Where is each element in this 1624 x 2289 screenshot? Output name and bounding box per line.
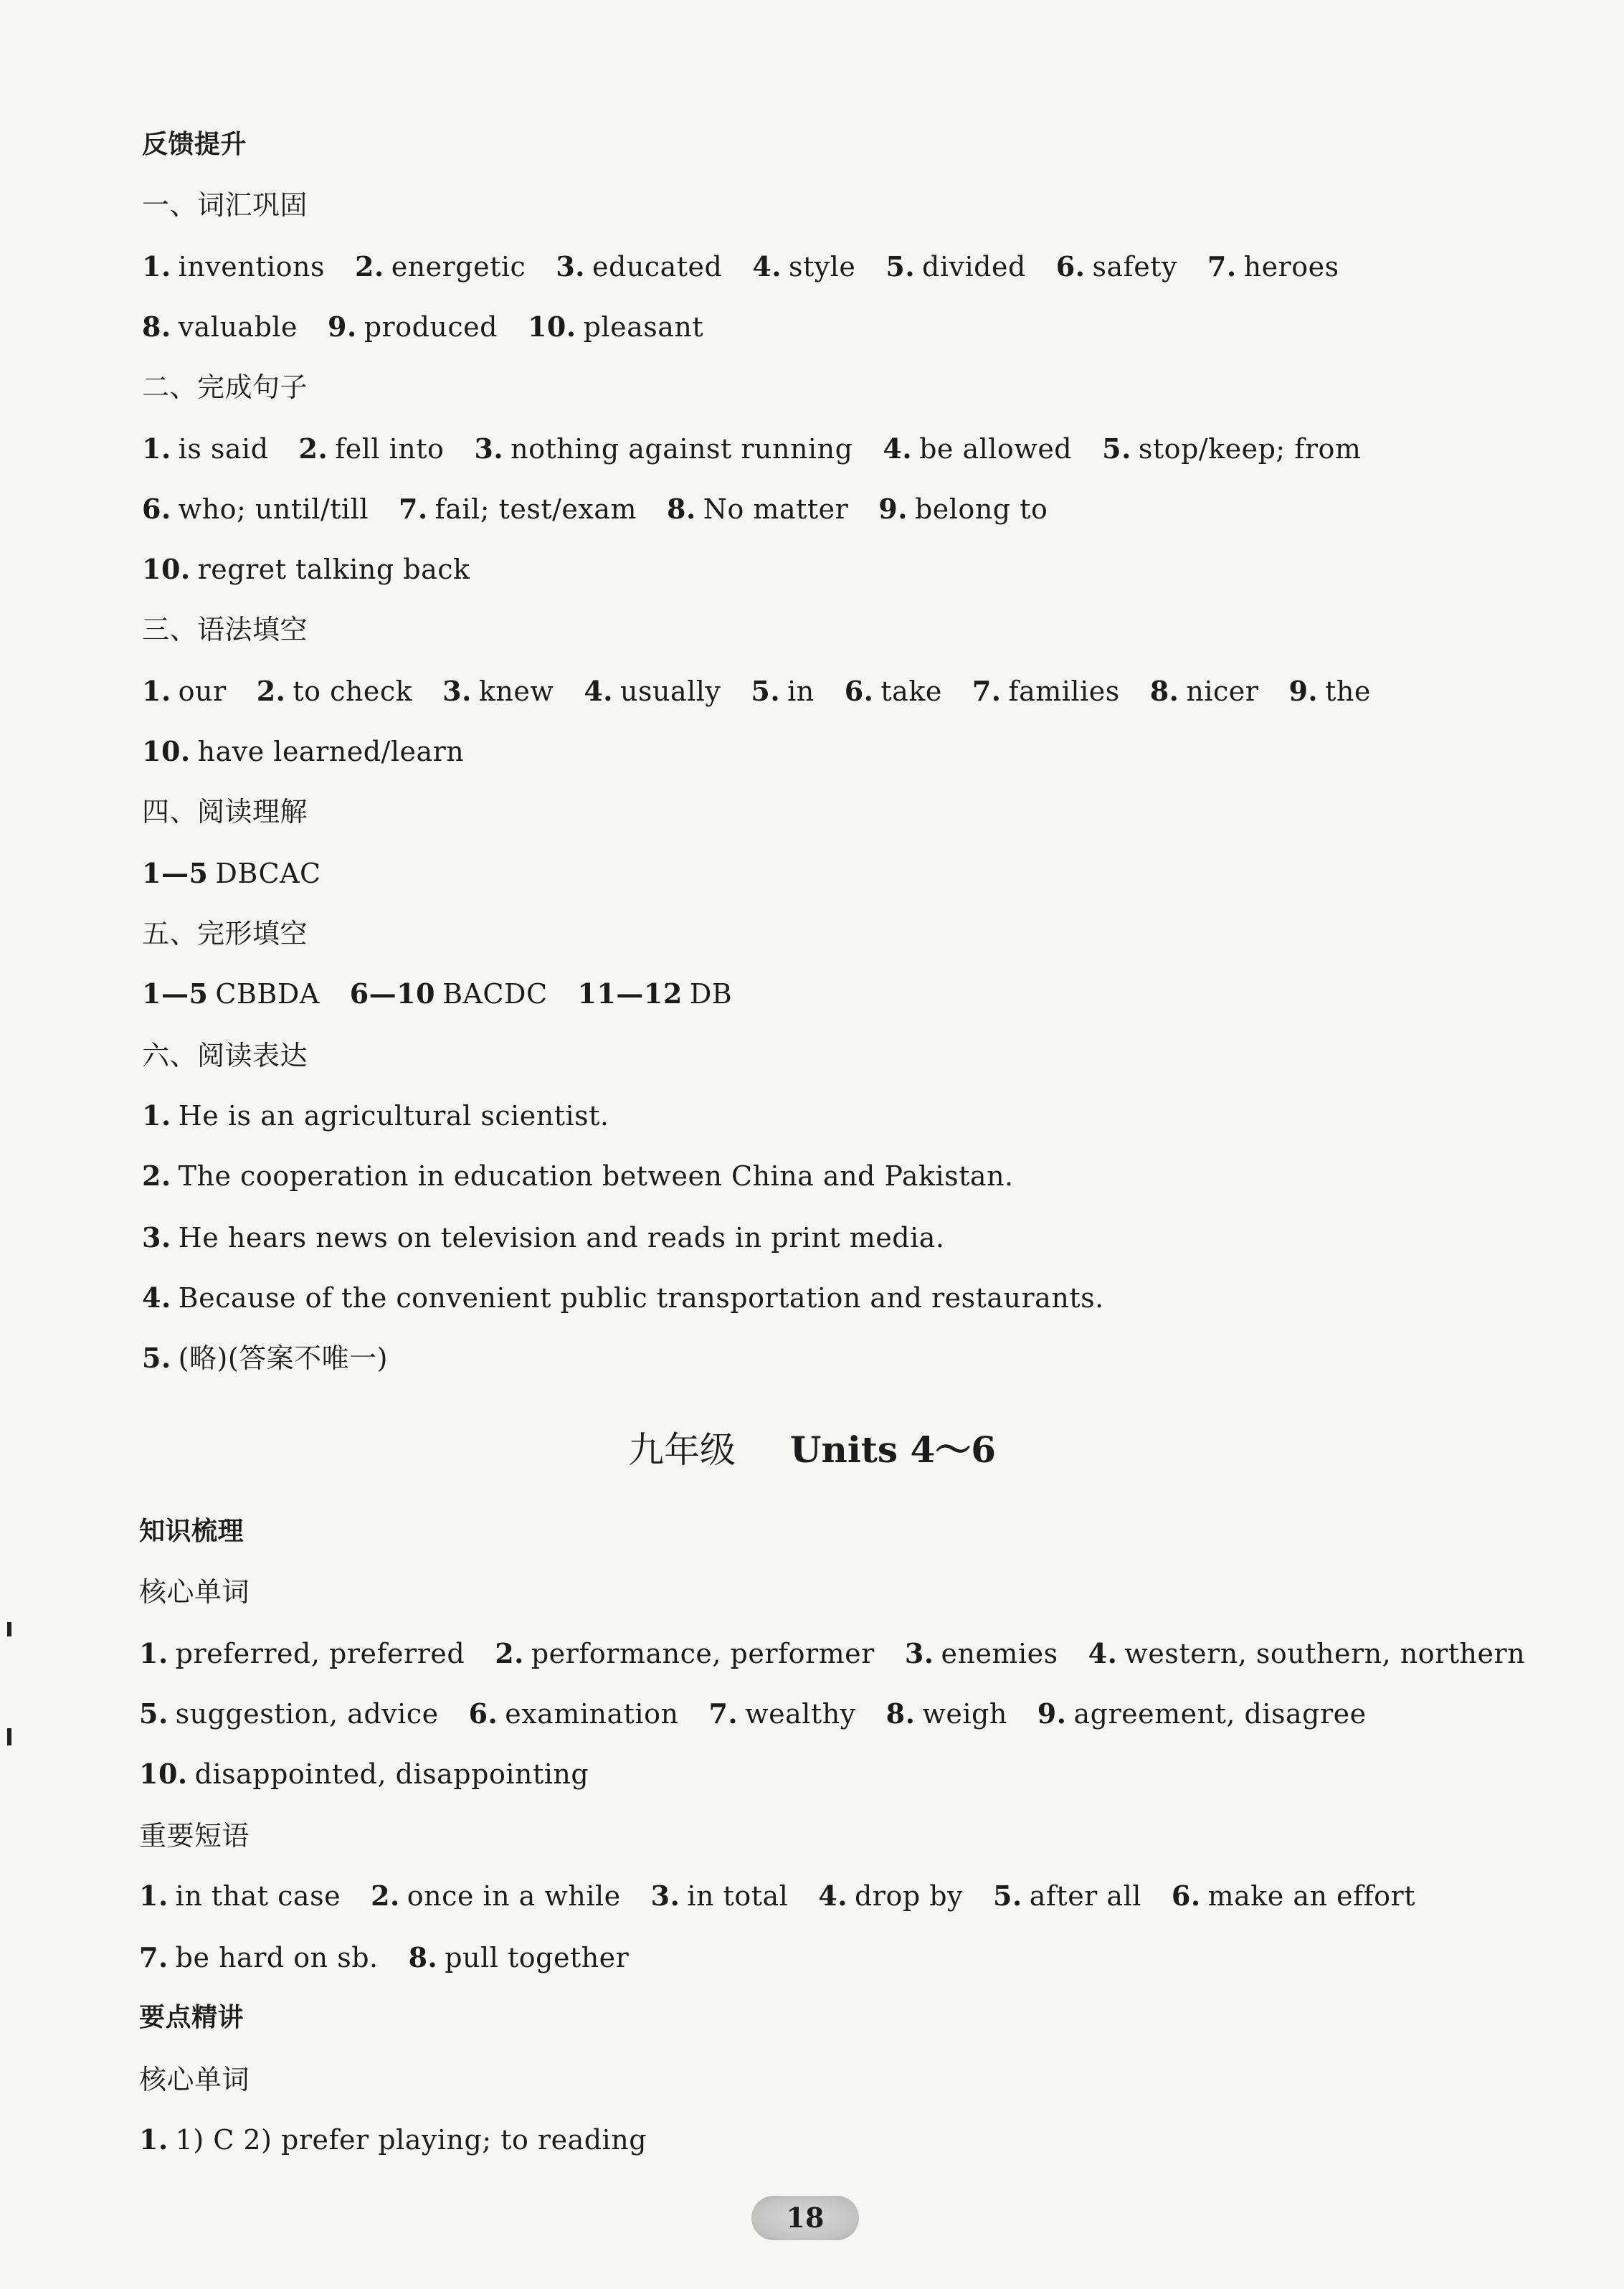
section-heading: 核心单词 — [139, 1576, 250, 1608]
answer-item — [139, 1697, 439, 1731]
answer-text: to check — [293, 676, 413, 707]
answer-text: take — [880, 676, 942, 707]
answer-line — [139, 1757, 589, 1791]
answer-number: 8. — [667, 493, 696, 525]
answer-number: 5. — [885, 250, 916, 283]
answer-number: 1. — [142, 250, 171, 283]
answer-text: families — [1008, 676, 1120, 707]
answer-line — [142, 1281, 1104, 1315]
answer-item — [495, 1636, 875, 1671]
answer-item — [905, 1636, 1058, 1671]
answer-text: DB — [689, 978, 733, 1010]
answer-item — [409, 1940, 630, 1975]
answer-number: 2. — [355, 250, 384, 283]
answer-item — [878, 492, 1048, 526]
answer-item — [139, 1636, 465, 1671]
answer-text: weigh — [922, 1698, 1007, 1730]
answer-text: examination — [505, 1698, 679, 1730]
answer-line — [142, 674, 1371, 708]
answer-line — [142, 492, 1048, 526]
answer-item — [1102, 432, 1361, 466]
scan-mark — [7, 1728, 11, 1745]
answer-item — [708, 1697, 855, 1731]
answer-text: be hard on sb. — [175, 1942, 379, 1973]
answer-item — [399, 492, 637, 526]
answer-number: 7. — [1207, 250, 1237, 283]
answer-number: 1. — [142, 675, 171, 707]
answer-text: The cooperation in education between China and Pakistan. — [178, 1160, 1014, 1192]
answer-number: 7. — [399, 493, 428, 525]
answer-item — [528, 310, 703, 344]
answer-text: safety — [1092, 251, 1177, 283]
block-heading: 反馈提升 — [142, 130, 247, 159]
answer-item — [1207, 250, 1339, 284]
answer-line — [139, 2123, 647, 2157]
answer-number: 9. — [328, 311, 357, 343]
answer-number: 10. — [139, 1758, 188, 1790]
answer-number: 3. — [442, 675, 472, 707]
answer-text: stop/keep; from — [1138, 433, 1362, 465]
answer-number: 10. — [142, 735, 191, 767]
answer-number: 6. — [844, 675, 874, 707]
answer-text: in total — [687, 1880, 789, 1912]
answer-item — [350, 977, 548, 1011]
unit-title — [0, 1428, 1624, 1472]
answer-item — [139, 1940, 379, 1975]
answer-item — [142, 310, 298, 344]
answer-number: 3. — [556, 250, 585, 283]
answer-item — [442, 674, 554, 708]
answer-number: 9. — [1288, 675, 1319, 707]
answer-item — [883, 432, 1072, 466]
answer-number: 1. — [139, 1637, 168, 1669]
answer-item — [139, 2123, 647, 2157]
section-heading: 三、语法填空 — [142, 614, 308, 645]
answer-number: 5. — [142, 1342, 171, 1374]
answer-text: energetic — [391, 251, 526, 283]
answer-item — [142, 1341, 388, 1375]
answer-item — [142, 1099, 609, 1133]
answer-text: enemies — [941, 1638, 1058, 1669]
answer-item — [142, 1221, 945, 1255]
answer-text: be allowed — [919, 433, 1073, 465]
unit-title-grade: 九年级 — [627, 1429, 736, 1471]
answer-text: fail; test/exam — [435, 493, 637, 525]
answer-text: (略)(答案不唯一) — [178, 1342, 388, 1374]
answer-number: 4. — [1088, 1637, 1118, 1669]
answer-number: 7. — [139, 1941, 168, 1973]
answer-text: He hears news on television and reads in print media. — [178, 1222, 945, 1254]
answer-item — [751, 674, 814, 708]
answer-item — [993, 1879, 1141, 1913]
answer-number: 2. — [142, 1160, 171, 1192]
answer-line — [142, 734, 464, 769]
answer-text: is said — [178, 433, 269, 465]
answer-item — [885, 250, 1025, 284]
answer-text: suggestion, advice — [175, 1698, 439, 1730]
answer-text: disappointed, disappointing — [194, 1758, 589, 1790]
answer-number: 6—10 — [349, 977, 436, 1010]
answer-text: CBBDA — [215, 978, 320, 1010]
section-heading: 二、完成句子 — [142, 371, 308, 403]
answer-line — [142, 432, 1361, 466]
answer-item — [752, 250, 855, 284]
answer-number: 2. — [495, 1637, 524, 1669]
answer-text: our — [178, 676, 227, 707]
answer-number: 1—5 — [142, 857, 209, 889]
answer-number: 3. — [904, 1637, 934, 1669]
answer-item — [1150, 674, 1259, 708]
block-heading: 要点精讲 — [139, 2003, 244, 2032]
answer-line — [142, 1221, 945, 1255]
answer-text: heroes — [1243, 251, 1339, 283]
answer-number: 10. — [142, 553, 191, 585]
answer-number: 8. — [142, 311, 171, 343]
answer-text: Because of the convenient public transportation and restaurants. — [178, 1282, 1104, 1314]
answer-number: 10. — [527, 311, 576, 343]
answer-item — [142, 492, 369, 526]
answer-text: after all — [1029, 1880, 1141, 1912]
answer-number: 4. — [883, 432, 913, 465]
answer-item — [469, 1697, 679, 1731]
section-heading: 六、阅读表达 — [142, 1040, 308, 1071]
answer-item — [972, 674, 1120, 708]
answer-text: style — [788, 251, 856, 283]
answer-text: regret talking back — [197, 554, 470, 585]
answer-text: western, southern, northern — [1124, 1638, 1526, 1669]
answer-item — [139, 1879, 341, 1913]
answer-item — [257, 674, 412, 708]
answer-number: 2. — [298, 432, 328, 465]
answer-number: 11—12 — [577, 977, 683, 1010]
answer-text: pleasant — [583, 311, 704, 343]
answer-number: 1. — [142, 1099, 171, 1132]
answer-text: BACDC — [442, 978, 548, 1010]
answer-item — [142, 250, 325, 284]
answer-item — [556, 250, 722, 284]
answer-text: usually — [620, 676, 721, 707]
answer-number: 6. — [468, 1697, 498, 1730]
answer-text: He is an agricultural scientist. — [178, 1100, 609, 1132]
answer-item — [299, 432, 445, 466]
answer-text: in — [787, 676, 815, 707]
answer-item — [1172, 1879, 1415, 1913]
answer-text: inventions — [178, 251, 326, 283]
answer-number: 9. — [1037, 1697, 1067, 1730]
answer-item — [142, 856, 321, 891]
answer-line — [142, 977, 732, 1011]
answer-number: 2. — [256, 675, 286, 707]
answer-number: 6. — [1055, 250, 1086, 283]
answer-text: 1) C 2) prefer playing; to reading — [175, 2124, 647, 2156]
answer-item — [139, 1757, 589, 1791]
answer-item — [651, 1879, 789, 1913]
answer-number: 5. — [1102, 432, 1131, 465]
answer-text: in that case — [175, 1880, 341, 1912]
answer-item — [142, 432, 269, 466]
answer-line — [142, 552, 470, 587]
answer-item — [1088, 1636, 1526, 1671]
answer-line — [142, 1159, 1014, 1193]
answer-item — [142, 734, 464, 769]
answer-item — [667, 492, 848, 526]
answer-item — [142, 977, 320, 1011]
answer-line — [139, 1940, 629, 1975]
answer-line — [142, 310, 703, 344]
answer-text: once in a while — [407, 1880, 621, 1912]
answer-number: 4. — [818, 1880, 847, 1912]
section-heading: 四、阅读理解 — [142, 796, 308, 828]
answer-number: 6. — [1171, 1880, 1201, 1912]
answer-text: produced — [364, 311, 498, 343]
answer-line — [142, 856, 321, 891]
answer-text: make an effort — [1207, 1880, 1415, 1912]
answer-item — [818, 1879, 963, 1913]
answer-text: pull together — [445, 1942, 630, 1973]
answer-text: the — [1325, 676, 1371, 707]
answer-text: have learned/learn — [197, 736, 465, 767]
answer-number: 1. — [142, 432, 171, 465]
answer-number: 8. — [885, 1697, 916, 1730]
answer-number: 7. — [972, 675, 1002, 707]
answer-line — [142, 1099, 609, 1133]
answer-line — [142, 250, 1339, 284]
block-heading: 知识梳理 — [139, 1517, 244, 1546]
answer-number: 2. — [371, 1880, 400, 1912]
answer-number: 5. — [751, 675, 781, 707]
answer-text: fell into — [335, 433, 445, 465]
answer-item — [1288, 674, 1370, 708]
answer-text: No matter — [703, 493, 849, 525]
page-number: 18 — [751, 2196, 859, 2240]
answer-number: 3. — [474, 432, 504, 465]
answer-number: 6. — [142, 493, 171, 525]
answer-text: agreement, disagree — [1073, 1698, 1367, 1730]
answer-item — [142, 674, 227, 708]
answer-item — [584, 674, 721, 708]
answer-item — [355, 250, 526, 284]
answer-item — [1056, 250, 1177, 284]
answer-number: 4. — [142, 1281, 171, 1314]
answer-number: 5. — [993, 1880, 1022, 1912]
answer-item — [142, 552, 470, 587]
answer-line — [142, 1341, 388, 1375]
answer-text: who; until/till — [178, 493, 369, 525]
unit-title-units: Units 4～6 — [789, 1428, 997, 1471]
answer-item — [142, 1281, 1104, 1315]
answer-number: 1—5 — [142, 977, 209, 1010]
answer-number: 7. — [708, 1697, 739, 1730]
answer-item — [578, 977, 733, 1011]
answer-text: preferred, preferred — [175, 1638, 465, 1669]
answer-item — [142, 1159, 1014, 1193]
answer-item — [1037, 1697, 1367, 1731]
answer-line — [139, 1636, 1525, 1671]
answer-line — [139, 1697, 1367, 1731]
section-heading: 五、完形填空 — [142, 918, 308, 949]
answer-number: 1. — [139, 1880, 168, 1912]
answer-text: nothing against running — [511, 433, 853, 465]
answer-text: DBCAC — [215, 858, 321, 889]
answer-text: knew — [478, 676, 554, 707]
section-heading: 一、词汇巩固 — [142, 189, 308, 221]
answer-text: drop by — [854, 1880, 964, 1912]
answer-text: nicer — [1186, 676, 1259, 707]
answer-text: educated — [592, 251, 723, 283]
answer-number: 9. — [878, 493, 908, 525]
section-heading: 核心单词 — [139, 2064, 250, 2095]
answer-number: 5. — [139, 1697, 168, 1730]
section-heading: 重要短语 — [139, 1820, 250, 1852]
answer-number: 8. — [408, 1941, 438, 1973]
answer-number: 3. — [142, 1221, 171, 1254]
answer-item — [845, 674, 942, 708]
answer-item — [371, 1879, 621, 1913]
answer-item — [886, 1697, 1007, 1731]
answer-text: valuable — [178, 311, 298, 343]
answer-number: 4. — [584, 675, 614, 707]
answer-number: 8. — [1149, 675, 1179, 707]
answer-text: divided — [922, 251, 1026, 283]
answer-line — [139, 1879, 1415, 1913]
answer-text: wealthy — [745, 1698, 856, 1730]
answer-item — [474, 432, 853, 466]
answer-number: 3. — [650, 1880, 680, 1912]
answer-text: belong to — [914, 493, 1048, 525]
answer-text: performance, performer — [531, 1638, 875, 1669]
answer-number: 4. — [752, 250, 782, 283]
scan-mark — [7, 1622, 11, 1636]
answer-item — [328, 310, 498, 344]
answer-number: 1. — [139, 2123, 168, 2156]
